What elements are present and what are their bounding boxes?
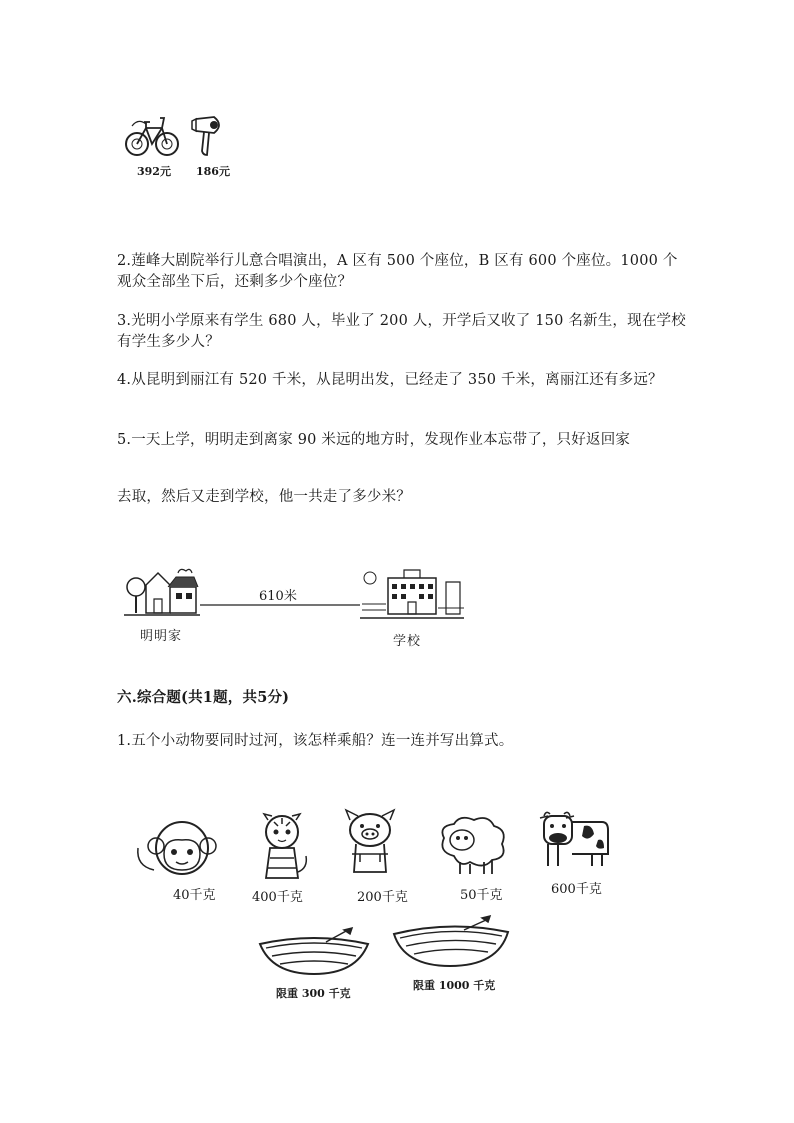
question-5-line-1: 5.一天上学，明明走到离家 90 米远的地方时，发现作业本忘带了，只好返回家: [117, 432, 631, 448]
boat-small-limit: 限重 300 千克: [276, 987, 351, 1000]
boat-large-icon: [390, 918, 512, 972]
pig-icon: [338, 810, 402, 880]
route-line: [200, 604, 360, 606]
tiger-icon: [252, 812, 312, 884]
hairdryer-icon: [190, 113, 226, 159]
sheep-icon: [434, 812, 510, 878]
boat-small-icon: [256, 930, 372, 980]
boat-large-limit: 限重 1000 千克: [413, 979, 496, 992]
bicycle-price: 392元: [137, 165, 171, 178]
route-distance: 610米: [259, 589, 297, 604]
pig-weight: 200千克: [357, 890, 408, 905]
school-icon: [360, 568, 464, 624]
sheep-weight: 50千克: [460, 888, 503, 903]
monkey-weight: 40千克: [173, 888, 216, 903]
cow-weight: 600千克: [551, 882, 602, 897]
section-6-title: 六.综合题(共1题，共5分): [117, 689, 290, 706]
question-2: 2.莲峰大剧院举行儿意合唱演出，A 区有 500 个座位，B 区有 600 个座位。1000 个观众全部坐下后，还剩多少个座位？: [117, 253, 678, 290]
section-6-question-1: 1.五个小动物要同时过河，该怎样乘船？连一连并写出算式。: [117, 733, 514, 749]
home-label: 明明家: [140, 629, 183, 644]
question-5-line-2: 去取，然后又走到学校，他一共走了多少米？: [117, 489, 411, 505]
hairdryer-price: 186元: [196, 165, 230, 178]
bicycle-icon: [124, 112, 180, 160]
question-4: 4.从昆明到丽江有 520 千米，从昆明出发，已经走了 350 千米，离丽江还有多远？: [117, 372, 663, 388]
house-icon: [124, 567, 200, 619]
school-label: 学校: [393, 634, 422, 649]
tiger-weight: 400千克: [252, 890, 303, 905]
monkey-icon: [134, 818, 218, 882]
question-3: 3.光明小学原来有学生 680 人，毕业了 200 人，开学后又收了 150 名新生，现在学校有学生多少人？: [117, 313, 686, 350]
cow-icon: [536, 808, 612, 874]
